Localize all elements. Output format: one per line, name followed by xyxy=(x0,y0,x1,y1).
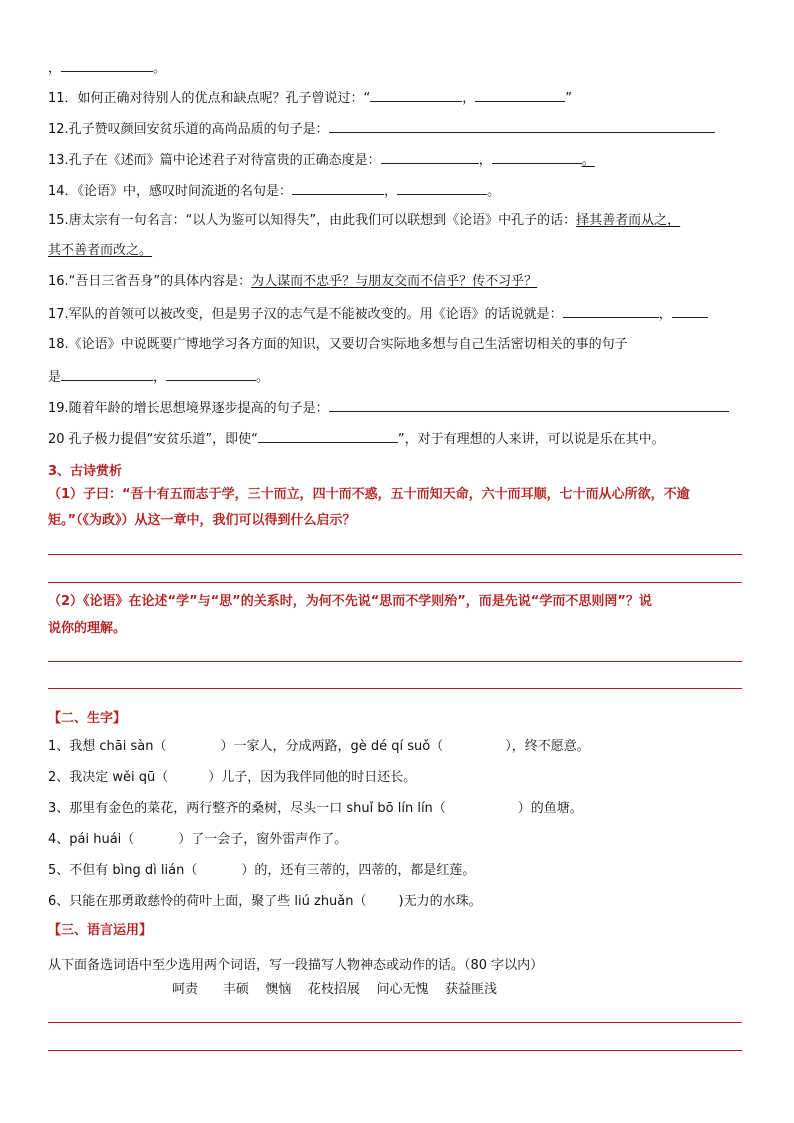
answer-line[interactable] xyxy=(48,661,742,662)
shengzi-item-1 xyxy=(48,738,590,756)
q20-end: ”，对于有理想的人来讲，可以说是乐在其中。 xyxy=(397,432,665,447)
shengzi-5-post: ）的，还有三蒂的，四蒂的，都是红莲。 xyxy=(241,863,476,878)
question-15 xyxy=(48,212,680,230)
question-16 xyxy=(48,273,537,291)
answer-blank[interactable] xyxy=(475,88,565,102)
shengzi-6-pre: 6、只能在那勇敢慈怜的荷叶上面，聚了些 liú zhuǎn（ xyxy=(48,894,367,909)
answer-blank[interactable] xyxy=(258,429,398,443)
shengzi-item-4 xyxy=(48,831,347,849)
q-top-prefix: ， xyxy=(48,61,62,76)
shengzi-4-pre: 4、pái huái（ xyxy=(48,832,135,847)
answer-blank[interactable] xyxy=(329,398,729,412)
question-11 xyxy=(48,88,572,108)
question-13 xyxy=(48,150,595,170)
answer-blank[interactable] xyxy=(61,367,153,381)
question-14 xyxy=(48,181,500,201)
q15-answer-1: 择其善者而从之， xyxy=(576,213,681,228)
answer-blank[interactable] xyxy=(381,150,479,164)
question-18 xyxy=(48,336,628,354)
answer-blank[interactable] xyxy=(397,181,487,195)
shengzi-2-post: ）儿子，因为我伴同他的时日还长。 xyxy=(208,770,417,785)
q11-end: ” xyxy=(565,91,573,106)
question-10-tail xyxy=(48,58,166,78)
q11-sep: ， xyxy=(462,91,476,106)
answer-blank[interactable] xyxy=(292,181,384,195)
q18-text-1: 18.《论语》中说既要广博地学习各方面的知识，又要切合实际地多想与自己生活密切相关的事的句子 xyxy=(48,337,628,352)
answer-blank[interactable] xyxy=(370,88,462,102)
q-top-suffix: 。 xyxy=(153,61,167,76)
q18-end: 。 xyxy=(256,370,270,385)
q16-text: 16.“吾日三省吾身”的具体内容是： xyxy=(48,274,252,289)
answer-blank[interactable] xyxy=(672,304,708,318)
shengzi-3-post: ）的鱼塘。 xyxy=(517,801,583,816)
answer-line[interactable] xyxy=(48,688,742,689)
word-bank-item: 获益匪浅 xyxy=(445,982,498,997)
question-12 xyxy=(48,119,715,139)
section-3-q1-line2: 矩。”（《为政》）从这一章中，我们可以得到什么启示？ xyxy=(48,513,356,528)
section-3-q1-line1: （1）子曰：“吾十有五而志于学，三十而立，四十而不惑，五十而知天命，六十而耳顺，七十而从心所欲，不逾 xyxy=(48,487,690,502)
q15-answer-2: 其不善者而改之。 xyxy=(48,243,153,258)
q13-sep: ， xyxy=(478,153,492,168)
q14-end: 。 xyxy=(487,184,501,199)
answer-line[interactable] xyxy=(48,1022,742,1023)
shengzi-2-pre: 2、我决定 wěi qū（ xyxy=(48,770,169,785)
answer-blank[interactable] xyxy=(61,58,153,72)
q13-end: 。 xyxy=(581,153,595,168)
answer-blank[interactable] xyxy=(492,150,582,164)
shengzi-6-post: )无力的水珠。 xyxy=(398,894,482,909)
shengzi-4-post: ）了一会子，窗外雷声作了。 xyxy=(178,832,348,847)
section-yuyan-title: 【三、语言运用】 xyxy=(48,923,153,938)
section-3-q2-line2: 说你的理解。 xyxy=(48,621,127,636)
q17-text: 17.军队的首领可以被改变，但是男子汉的志气是不能被改变的。用《论语》的话说就是： xyxy=(48,307,563,322)
shengzi-item-3 xyxy=(48,800,583,818)
shengzi-item-5 xyxy=(48,862,475,880)
section-3-q2-line1: （2）《论语》在论述“学”与“思”的关系时，为何不先说“思而不学则殆”，而是先说“学而不思则罔”？说 xyxy=(48,594,652,609)
question-15-cont xyxy=(48,242,152,260)
yuyan-prompt: 从下面备选词语中至少选用两个词语，写一段描写人物神态或动作的话。（80 字以内） xyxy=(48,958,544,973)
shengzi-1-pre: 1、我想 chāi sàn（ xyxy=(48,739,167,754)
q11-text: 11．如何正确对待别人的优点和缺点呢？孔子曾说过：“ xyxy=(48,91,371,106)
q14-sep: ， xyxy=(384,184,398,199)
q13-text: 13.孔子在《述而》篇中论述君子对待富贵的正确态度是： xyxy=(48,153,381,168)
word-bank-item: 问心无愧 xyxy=(376,982,429,997)
word-bank-item: 呵责 xyxy=(172,982,199,997)
q19-text: 19.随着年龄的增长思想境界逐步提高的句子是： xyxy=(48,401,329,416)
word-bank-item: 丰硕 xyxy=(222,982,249,997)
answer-blank[interactable] xyxy=(166,367,256,381)
answer-line[interactable] xyxy=(48,582,742,583)
answer-blank[interactable] xyxy=(563,304,659,318)
section-3-title: 3、古诗赏析 xyxy=(48,464,123,479)
shengzi-1-mid: ）一家人，分成两路，gè dé qí suǒ（ xyxy=(220,739,444,754)
word-bank-item: 花枝招展 xyxy=(307,982,360,997)
question-19 xyxy=(48,398,729,418)
answer-line[interactable] xyxy=(48,1050,742,1051)
shengzi-item-2 xyxy=(48,769,416,787)
q20-text: 20 孔子极力提倡“安贫乐道”，即使“ xyxy=(48,432,258,447)
answer-blank[interactable] xyxy=(329,119,715,133)
question-20 xyxy=(48,429,665,449)
q15-text: 15.唐太宗有一句名言：“以人为鉴可以知得失”，由此我们可以联想到《论语》中孔子的话： xyxy=(48,213,577,228)
q16-answer: 为人谋而不忠乎？与朋友交而不信乎？传不习乎？ xyxy=(251,274,538,289)
question-18-cont xyxy=(48,367,269,387)
shengzi-3-pre: 3、那里有金色的菜花，两行整齐的桑树，尽头一口 shuǐ bō lín lín（ xyxy=(48,801,446,816)
q18-sep: ， xyxy=(153,370,167,385)
q12-text: 12.孔子赞叹颜回安贫乐道的高尚品质的句子是： xyxy=(48,122,329,137)
q17-sep: ， xyxy=(658,307,672,322)
section-shengzi-title: 【二、生字】 xyxy=(48,711,127,726)
answer-line[interactable] xyxy=(48,554,742,555)
q14-text: 14．《论语》中，感叹时间流逝的名句是： xyxy=(48,184,293,199)
q18-text-2: 是 xyxy=(48,370,62,385)
word-bank-item: 懊恼 xyxy=(265,982,292,997)
shengzi-item-6 xyxy=(48,893,482,911)
shengzi-1-post: ），终不愿意。 xyxy=(505,739,590,754)
shengzi-5-pre: 5、不但有 bìng dì lián（ xyxy=(48,863,198,878)
word-bank xyxy=(172,981,497,999)
question-17 xyxy=(48,304,708,324)
